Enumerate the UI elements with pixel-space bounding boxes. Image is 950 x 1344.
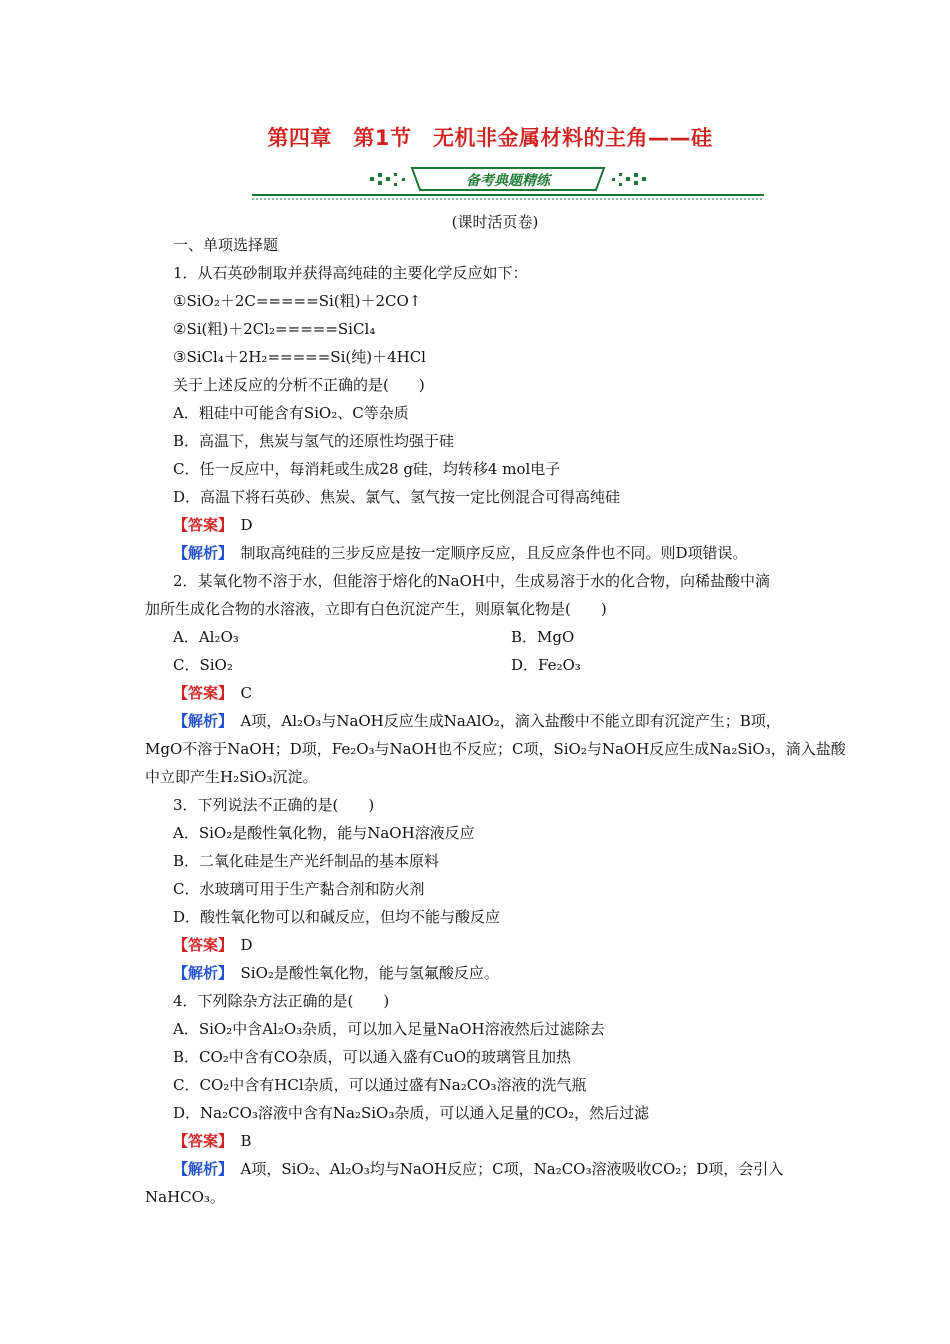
- q2-option-b: B．MgO: [511, 628, 575, 646]
- explain-tag: 【解析】: [173, 1160, 226, 1178]
- q3-stem: 3．下列说法不正确的是( ): [173, 796, 375, 814]
- explain-tag: 【解析】: [173, 712, 226, 730]
- q1-ask: 关于上述反应的分析不正确的是( ): [173, 376, 425, 394]
- q4-explain-2: NaHCO₃。: [145, 1188, 225, 1206]
- explain-tag: 【解析】: [173, 964, 226, 982]
- q1-answer: [173, 514, 253, 536]
- section-heading: 一、单项选择题: [173, 236, 279, 254]
- q1-stem: 1．从石英砂制取并获得高纯硅的主要化学反应如下：: [173, 264, 528, 282]
- q4-answer-value: B: [240, 1132, 252, 1150]
- q2-answer-value: C: [240, 684, 253, 702]
- q4-explain-text-1: A项，SiO₂、Al₂O₃均与NaOH反应；C项，Na₂CO₃溶液吸收CO₂；D项，会引入: [240, 1160, 784, 1178]
- q1-option-a: A．粗硅中可能含有SiO₂、C等杂质: [173, 404, 409, 422]
- section-banner: [252, 164, 764, 204]
- q1-option-d: D．高温下将石英砂、焦炭、氯气、氢气按一定比例混合可得高纯硅: [173, 488, 621, 506]
- q2-option-a: A．Al₂O₃: [173, 628, 239, 646]
- q2-explain-1: [173, 710, 781, 732]
- q2-stem-1: 2．某氧化物不溶于水，但能溶于熔化的NaOH中，生成易溶于水的化合物，向稀盐酸中滴: [173, 572, 770, 590]
- q3-option-c: C．水玻璃可用于生产黏合剂和防火剂: [173, 880, 425, 898]
- q2-explain-3: 中立即产生H₂SiO₃沉淀。: [145, 768, 318, 786]
- q1-reaction-2: ②Si(粗)＋2Cl₂=====SiCl₄: [173, 320, 376, 338]
- q3-option-a: A．SiO₂是酸性氧化物，能与NaOH溶液反应: [173, 824, 475, 842]
- q1-reaction-1: ①SiO₂＋2C=====Si(粗)＋2CO↑: [173, 292, 422, 310]
- answer-tag: 【答案】: [173, 684, 226, 702]
- q1-explain-text: 制取高纯硅的三步反应是按一定顺序反应，且反应条件也不同。则D项错误。: [240, 544, 748, 562]
- banner-text: 备考典题精练: [466, 173, 550, 189]
- q2-explain-text-1: A项，Al₂O₃与NaOH反应生成NaAlO₂，滴入盐酸中不能立即有沉淀产生；B项，: [240, 712, 781, 730]
- explain-tag: 【解析】: [173, 544, 226, 562]
- q2-answer: [173, 682, 252, 704]
- q1-reaction-3: ③SiCl₄＋2H₂=====Si(纯)＋4HCl: [173, 348, 426, 366]
- q3-answer: [173, 934, 253, 956]
- q3-answer-value: D: [240, 936, 253, 954]
- banner-left-dots-icon: [370, 173, 405, 186]
- page-title: 第四章 第1节 无机非金属材料的主角——硅: [267, 126, 713, 150]
- q2-option-d: D．Fe₂O₃: [511, 656, 581, 674]
- q2-stem-2: 加所生成化合物的水溶液，立即有白色沉淀产生，则原氧化物是( ): [145, 600, 607, 618]
- q3-explain-text: SiO₂是酸性氧化物，能与氢氟酸反应。: [240, 964, 499, 982]
- q2-options-row-2: [173, 654, 873, 676]
- answer-tag: 【答案】: [173, 516, 226, 534]
- q4-answer: [173, 1130, 252, 1152]
- q4-stem: 4．下列除杂方法正确的是( ): [173, 992, 390, 1010]
- q1-answer-value: D: [240, 516, 253, 534]
- q1-explain: [173, 542, 748, 564]
- q1-option-b: B．高温下，焦炭与氢气的还原性均强于硅: [173, 432, 455, 450]
- answer-tag: 【答案】: [173, 936, 226, 954]
- banner-right-dots-icon: [612, 173, 646, 186]
- q3-option-d: D．酸性氧化物可以和碱反应，但均不能与酸反应: [173, 908, 501, 926]
- q4-option-c: C．CO₂中含有HCl杂质，可以通过盛有Na₂CO₃溶液的洗气瓶: [173, 1076, 587, 1094]
- q4-option-a: A．SiO₂中含Al₂O₃杂质，可以加入足量NaOH溶液然后过滤除去: [173, 1020, 605, 1038]
- subtitle: (课时活页卷): [451, 213, 539, 231]
- q2-options-row-1: [173, 626, 873, 648]
- q2-explain-2: MgO不溶于NaOH；D项，Fe₂O₃与NaOH也不反应；C项，SiO₂与NaOH反应生成Na₂SiO₃，滴入盐酸: [145, 740, 846, 758]
- q1-option-c: C．任一反应中，每消耗或生成28 g硅，均转移4 mol电子: [173, 460, 561, 478]
- q3-explain: [173, 962, 499, 984]
- answer-tag: 【答案】: [173, 1132, 226, 1150]
- q4-explain-1: [173, 1158, 783, 1180]
- q4-option-b: B．CO₂中含有CO杂质，可以通入盛有CuO的玻璃管且加热: [173, 1048, 572, 1066]
- q3-option-b: B．二氧化硅是生产光纤制品的基本原料: [173, 852, 440, 870]
- q2-option-c: C．SiO₂: [173, 656, 233, 674]
- q4-option-d: D．Na₂CO₃溶液中含有Na₂SiO₃杂质，可以通入足量的CO₂，然后过滤: [173, 1104, 650, 1122]
